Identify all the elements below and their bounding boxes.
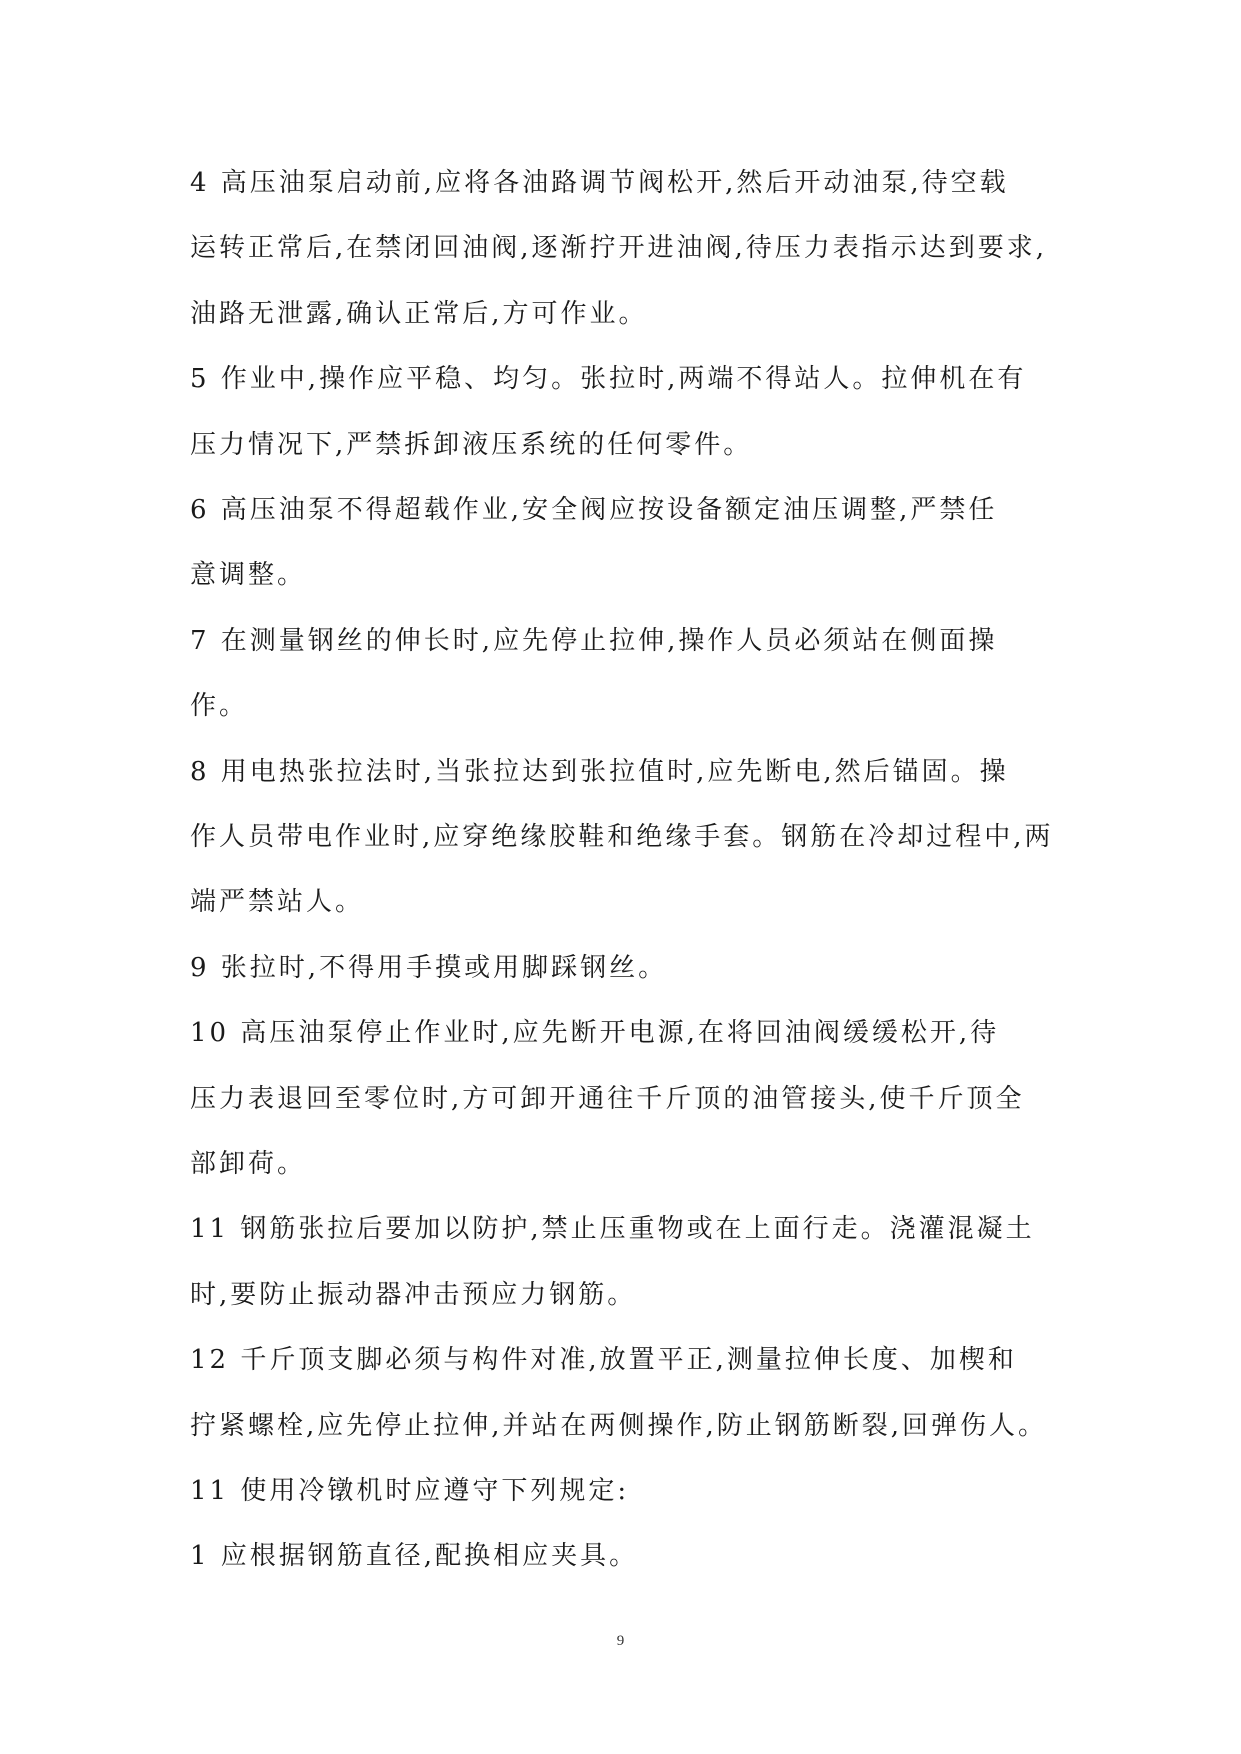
text-line: 11 钢筋张拉后要加以防护,禁止压重物或在上面行走。浇灌混凝土 <box>190 1214 1035 1244</box>
text-line: 10 高压油泵停止作业时,应先断开电源,在将回油阀缓缓松开,待 <box>190 1018 1000 1048</box>
page-number: 9 <box>616 1633 625 1649</box>
text-line: 12 千斤顶支脚必须与构件对准,放置平正,测量拉伸长度、加楔和 <box>190 1345 1017 1375</box>
text-line: 油路无泄露,确认正常后,方可作业。 <box>190 299 648 329</box>
text-line: 压力情况下,严禁拆卸液压系统的任何零件。 <box>190 430 753 460</box>
text-line: 5 作业中,操作应平稳、均匀。张拉时,两端不得站人。拉伸机在有 <box>190 364 1027 394</box>
text-line: 意调整。 <box>190 560 307 590</box>
text-line: 运转正常后,在禁闭回油阀,逐渐拧开进油阀,待压力表指示达到要求, <box>190 233 1048 263</box>
text-line: 8 用电热张拉法时,当张拉达到张拉值时,应先断电,然后锚固。操 <box>190 757 1009 787</box>
text-line: 端严禁站人。 <box>190 887 365 917</box>
text-line: 7 在测量钢丝的伸长时,应先停止拉伸,操作人员必须站在侧面操 <box>190 626 998 656</box>
text-line: 作。 <box>190 691 249 721</box>
text-line: 1 应根据钢筋直径,配换相应夹具。 <box>190 1541 639 1571</box>
text-line: 11 使用冷镦机时应遵守下列规定: <box>190 1476 630 1506</box>
text-line: 拧紧螺栓,应先停止拉伸,并站在两侧操作,防止钢筋断裂,回弹伤人。 <box>190 1411 1048 1441</box>
text-line: 9 张拉时,不得用手摸或用脚踩钢丝。 <box>190 953 668 983</box>
text-line: 压力表退回至零位时,方可卸开通往千斤顶的油管接头,使千斤顶全 <box>190 1084 1025 1114</box>
text-line: 部卸荷。 <box>190 1149 307 1179</box>
text-line: 作人员带电作业时,应穿绝缘胶鞋和绝缘手套。钢筋在冷却过程中,两 <box>190 822 1054 852</box>
text-line: 时,要防止振动器冲击预应力钢筋。 <box>190 1280 637 1310</box>
text-line: 6 高压油泵不得超载作业,安全阀应按设备额定油压调整,严禁任 <box>190 495 998 525</box>
text-line: 4 高压油泵启动前,应将各油路调节阀松开,然后开动油泵,待空载 <box>190 168 1009 198</box>
